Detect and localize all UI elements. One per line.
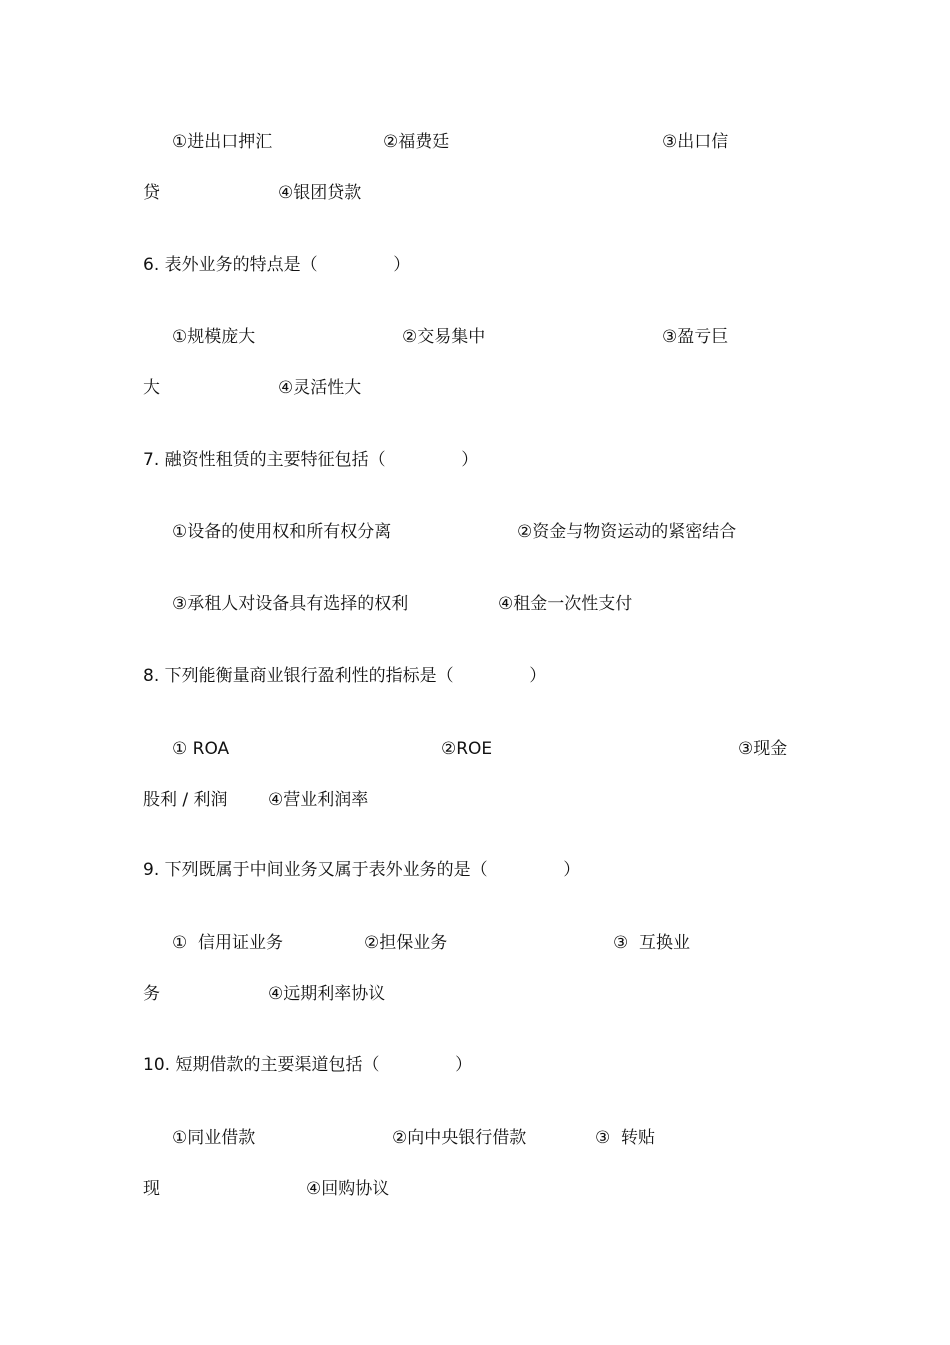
q9-option-4: ④远期利率协议 — [268, 984, 386, 1004]
q10-option-3-continuation: 现 — [143, 1179, 160, 1199]
q10-option-2: ②向中央银行借款 — [392, 1128, 527, 1148]
q5-option-3-continuation: 贷 — [143, 183, 160, 203]
q8-option-4: ④营业利润率 — [268, 790, 369, 810]
q10-option-3: ③ 转贴 — [595, 1128, 656, 1148]
q10-option-4: ④回购协议 — [306, 1179, 390, 1199]
q6-option-2: ②交易集中 — [402, 327, 486, 347]
q5-option-3: ③出口信 — [662, 132, 729, 152]
q9-option-3-continuation: 务 — [143, 984, 160, 1004]
q10-question: 10. 短期借款的主要渠道包括（ ） — [143, 1055, 473, 1075]
q6-option-4: ④灵活性大 — [278, 378, 362, 398]
q5-option-2: ②福费廷 — [383, 132, 450, 152]
q8-option-1: ① ROA — [172, 739, 230, 759]
q9-question: 9. 下列既属于中间业务又属于表外业务的是（ ） — [143, 860, 581, 880]
q7-option-4: ④租金一次性支付 — [498, 594, 633, 614]
q9-option-3: ③ 互换业 — [613, 933, 691, 953]
q6-option-3-continuation: 大 — [143, 378, 160, 398]
q7-question: 7. 融资性租赁的主要特征包括（ ） — [143, 450, 479, 470]
q7-option-2: ②资金与物资运动的紧密结合 — [517, 522, 737, 542]
q7-option-1: ①设备的使用权和所有权分离 — [172, 522, 392, 542]
q8-option-3: ③现金 — [738, 739, 788, 759]
q8-option-3-continuation: 股利 / 利润 — [143, 790, 228, 810]
q8-question: 8. 下列能衡量商业银行盈利性的指标是（ ） — [143, 666, 547, 686]
q5-option-1: ①进出口押汇 — [172, 132, 273, 152]
q6-option-3: ③盈亏巨 — [662, 327, 729, 347]
q6-question: 6. 表外业务的特点是（ ） — [143, 255, 411, 275]
q9-option-2: ②担保业务 — [364, 933, 448, 953]
q7-option-3: ③承租人对设备具有选择的权利 — [172, 594, 409, 614]
q8-option-2: ②ROE — [441, 739, 493, 759]
q5-option-4: ④银团贷款 — [278, 183, 362, 203]
q10-option-1: ①同业借款 — [172, 1128, 256, 1148]
q6-option-1: ①规模庞大 — [172, 327, 256, 347]
q9-option-1: ① 信用证业务 — [172, 933, 284, 953]
